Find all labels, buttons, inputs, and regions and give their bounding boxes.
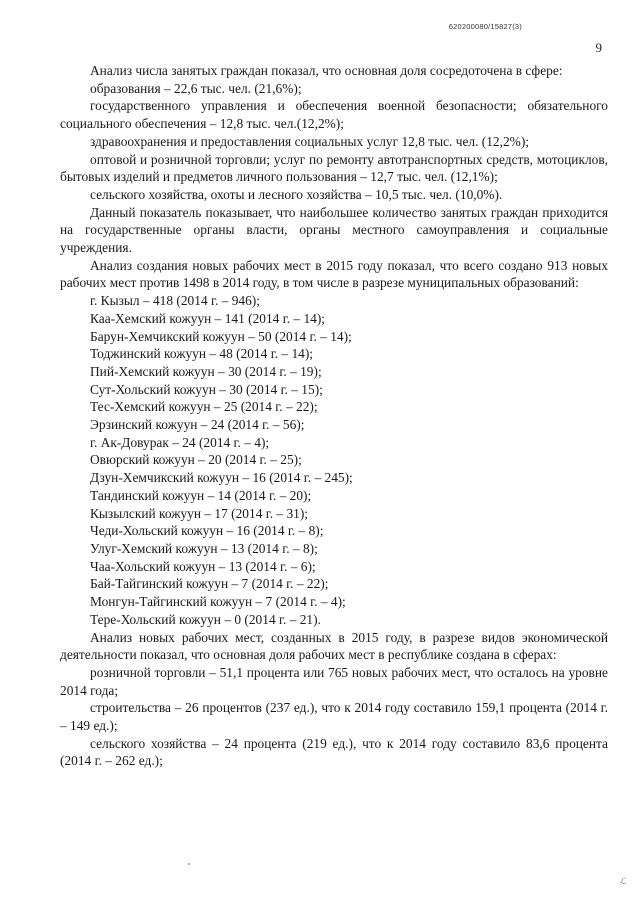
document-code: 620200080/15827(3) [448,22,522,31]
municipality-list [60,292,608,628]
list-item: Овюрский кожуун – 20 (2014 г. – 25); [90,452,302,468]
employment-lead-paragraph: Анализ числа занятых граждан показал, что основная доля сосредоточена в сфере: [90,63,563,78]
list-item: Бай-Тайгинский кожуун – 7 (2014 г. – 22); [90,576,329,592]
corner-handwritten-mark: ℒ [619,876,626,886]
employment-sphere-agriculture: сельского хозяйства, охоты и лесного хозяйства – 10,5 тыс. чел. (10,0%). [90,186,503,202]
list-item: г. Кызыл – 418 (2014 г. – 946); [90,293,260,309]
list-item: Пий-Хемский кожуун – 30 (2014 г. – 19); [90,363,322,379]
new-jobs-lead-paragraph: Анализ создания новых рабочих мест в 2015 году показал, что всего создано 913 новых рабочих мест против 1498 в 2014 году, в том числе в разрезе муниципальных образований: [60,257,608,291]
employment-conclusion-paragraph: Данный показатель показывает, что наибольшее количество занятых граждан приходится на государственные органы власти, органы местного самоуправления и социальные учреждения. [60,204,608,256]
activity-sector-agriculture: сельского хозяйства – 24 процента (219 ед.), что к 2014 году составило 83,6 процента (2014 г. – 262 ед.); [60,735,608,769]
list-item: Чеди-Хольский кожуун – 16 (2014 г. – 8); [90,523,324,539]
list-item: Чаа-Хольский кожуун – 13 (2014 г. – 6); [90,558,316,574]
list-item: Монгун-Тайгинский кожуун – 7 (2014 г. – 4); [90,594,346,610]
list-item: Улуг-Хемский кожуун – 13 (2014 г. – 8); [90,540,318,556]
document-body [60,62,608,770]
employment-sphere-health: здравоохранения и предоставления социальных услуг 12,8 тыс. чел. (12,2%); [90,133,530,149]
activity-lead-paragraph: Анализ новых рабочих мест, созданных в 2015 году, в разрезе видов экономической деятельности показал, что основная доля рабочих мест в республике создана в сферах: [60,629,608,663]
scan-artifact [188,863,190,865]
employment-sphere-education: образования – 22,6 тыс. чел. (21,6%); [90,80,302,96]
list-item: Дзун-Хемчикский кожуун – 16 (2014 г. – 245); [90,470,353,486]
list-item: Тес-Хемский кожуун – 25 (2014 г. – 22); [90,399,318,415]
list-item: г. Ак-Довурак – 24 (2014 г. – 4); [90,434,270,450]
list-item: Сут-Хольский кожуун – 30 (2014 г. – 15); [90,381,323,397]
activity-sector-construction: строительства – 26 процентов (237 ед.), что к 2014 году составило 159,1 процента (2014 г. – 149 ед.); [60,700,608,734]
list-item: Кызылский кожуун – 17 (2014 г. – 31); [90,505,309,521]
list-item: Каа-Хемский кожуун – 141 (2014 г. – 14); [90,310,326,326]
page-number: 9 [595,40,602,55]
activity-sector-retail: розничной торговли – 51,1 процента или 765 новых рабочих мест, что осталось на уровне 2014 года; [60,664,608,698]
list-item: Эрзинский кожуун – 24 (2014 г. – 56); [90,417,305,433]
employment-sphere-government: государственного управления и обеспечения военной безопасности; обязательного социального обеспечения – 12,8 тыс. чел.(12,2%); [60,98,608,132]
list-item: Барун-Хемчикский кожуун – 50 (2014 г. – 14); [90,328,352,344]
employment-sphere-trade: оптовой и розничной торговли; услуг по ремонту автотранспортных средств, мотоциклов, бытовых изделий и предметов личного пользования – 12,7 тыс. чел. (12,1%); [60,151,608,185]
list-item: Тере-Хольский кожуун – 0 (2014 г. – 21). [90,611,321,627]
list-item: Тандинский кожуун – 14 (2014 г. – 20); [90,487,312,503]
list-item: Тоджинский кожуун – 48 (2014 г. – 14); [90,346,314,362]
